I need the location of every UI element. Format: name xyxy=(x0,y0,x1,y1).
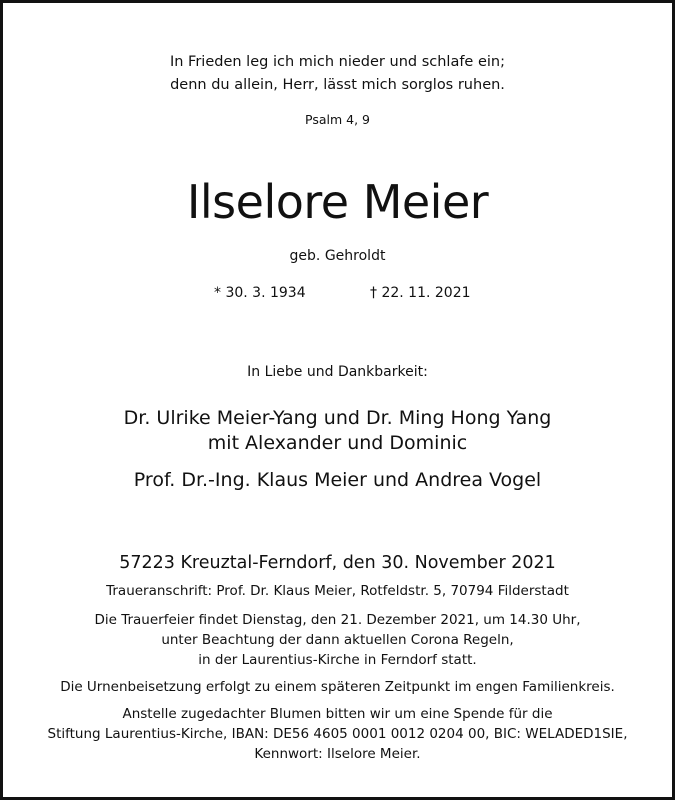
burial-note: Die Urnenbeisetzung erfolgt zu einem späteren Zeitpunkt im engen Familienkreis. xyxy=(60,679,615,695)
donation-line-1: Anstelle zugedachter Blumen bitten wir um eine Spende für die xyxy=(122,706,553,722)
verse-reference: Psalm 4, 9 xyxy=(305,112,370,127)
birth-date: * 30. 3. 1934 xyxy=(214,285,306,301)
donation-line-2: Stiftung Laurentius-Kirche, IBAN: DE56 4605 0001 0012 0204 00, BIC: WELADED1SIE, xyxy=(47,726,628,742)
death-date: † 22. 11. 2021 xyxy=(370,285,471,301)
mourner-line-3: Prof. Dr.-Ing. Klaus Meier und Andrea Vogel xyxy=(133,469,542,491)
place-and-date: 57223 Kreuztal-Ferndorf, den 30. November 2021 xyxy=(119,553,556,573)
service-line-2: unter Beachtung der dann aktuellen Corona Regeln, xyxy=(161,632,514,648)
mourners-intro: In Liebe und Dankbarkeit: xyxy=(247,364,428,380)
mourner-line-1: Dr. Ulrike Meier-Yang und Dr. Ming Hong Yang xyxy=(123,407,552,429)
verse-line-2: denn du allein, Herr, lässt mich sorglos ruhen. xyxy=(170,77,505,93)
maiden-name: geb. Gehroldt xyxy=(289,248,386,264)
donation-line-3: Kennwort: Ilselore Meier. xyxy=(254,746,421,762)
verse-line-1: In Frieden leg ich mich nieder und schlafe ein; xyxy=(169,54,505,70)
service-line-1: Die Trauerfeier findet Dienstag, den 21. Dezember 2021, um 14.30 Uhr, xyxy=(94,612,581,628)
deceased-name: Ilselore Meier xyxy=(186,175,489,229)
service-line-3: in der Laurentius-Kirche in Ferndorf statt. xyxy=(198,652,477,668)
mourning-address: Traueranschrift: Prof. Dr. Klaus Meier, Rotfeldstr. 5, 70794 Filderstadt xyxy=(106,583,569,599)
mourner-line-2: mit Alexander und Dominic xyxy=(207,432,468,454)
